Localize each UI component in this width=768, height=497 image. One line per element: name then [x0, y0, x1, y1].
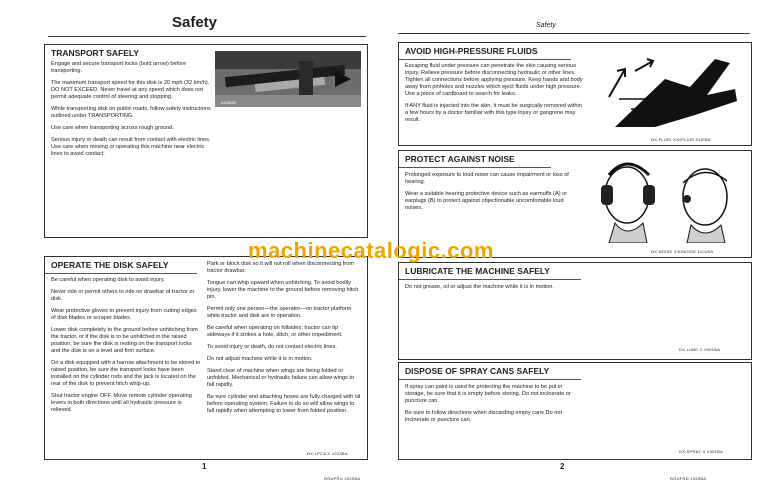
transport-lock-illustration [215, 51, 361, 107]
operate-col1-paragraph: Be careful when operating disk to avoid injury. [51, 277, 165, 283]
high-pressure-fluids-box [398, 42, 752, 146]
operate-col2-paragraph: Park or block disk so it will not roll when disconnecting from tractor drawbar. [207, 261, 355, 274]
operate-col2-paragraph: Permit only one person—the operator—on tractor platform while tractor and disk are in operation. [207, 306, 352, 319]
spray-p1: If spray can paint is used for protecting the machine to be put in storage, be sure that it is empty before storing. Do not incinerate or puncture can. [405, 384, 571, 404]
fluids-p1: Escaping fluid under pressure can penetrate the skin causing serious injury. Relieve pressure before disconnecting hydraulic or other lines. Tighten all connections before applying pressure. Keep hands and body away from pinholes and nozzles which eject fluids under high pressure. Use a piece of cardboard to search for leaks. [405, 63, 583, 97]
page-title: Safety [172, 14, 218, 31]
spray-p2: Be sure to follow directions when discarding empty cans Do not incinerate or puncture can. [405, 410, 563, 423]
title-rule [48, 36, 366, 37]
operate-code: DX,LPCA X 1023BA [307, 451, 348, 456]
operate-col1-paragraph: Wear protective gloves to prevent injury from cutting edges of disk blades or scraper blades. [51, 308, 197, 321]
operate-col2-paragraph: Stand clear of machine when wings are being folded or unfolded. Mechanical or hydraulic failure can allow wings to fall rapidly. [207, 368, 355, 388]
watermark: machinecatalogic.com [248, 238, 494, 263]
hearing-protection-illustration [587, 155, 747, 243]
operate-heading: OPERATE THE DISK SAFELY [45, 257, 197, 274]
spray-heading: DISPOSE OF SPRAY CANS SAFELY [399, 363, 581, 380]
transport-figure [215, 51, 361, 107]
operate-col1-paragraph: Never ride or permit others to ride on drawbar of tractor or disk. [51, 289, 195, 302]
fluids-body [399, 60, 589, 124]
transport-safely-box [44, 44, 368, 238]
operate-col1 [45, 277, 207, 419]
transport-p4: Use care when transporting across rough ground. [51, 125, 174, 131]
left-page-number: 1 [202, 462, 207, 471]
lubricate-p1: Do not grease, oil or adjust the machine while it is in motion. [405, 284, 554, 290]
transport-p1: Engage and secure transport locks (bold arrow) before transporting. [51, 61, 187, 74]
spray-code: DX,SPRAY X 0901BA [679, 449, 724, 454]
noise-heading: PROTECT AGAINST NOISE [399, 151, 551, 168]
transport-p5: Serious injury or death can result from contact with electric lines. Use care when moving or operating this machine near electric lines to avoid contact. [51, 137, 211, 157]
operate-col2 [201, 261, 367, 420]
operate-col2-paragraph: Be careful when operating on hillsides; tractor can tip sideways if it strikes a hole, ditch, or other impediment. [207, 325, 343, 338]
noise-p1: Prolonged exposure to loud noise can cause impairment or loss of hearing. [405, 172, 569, 185]
right-footer-code: RGUFRD 1020BA [670, 476, 707, 481]
fluids-code: DX,FLUID X/6/FLUID 010IBA [651, 137, 711, 142]
transport-p2: The maximum transport speed for this disk is 20 mph (32 km/h). DO NOT EXCEED. Never travel at any speed which does not permit adequate control of steering and stopping. [51, 80, 210, 100]
lubricate-machine-box [398, 262, 752, 360]
lubricate-heading: LUBRICATE THE MACHINE SAFELY [399, 263, 581, 280]
transport-body [45, 61, 217, 75]
spray-body [399, 380, 589, 424]
lubricate-code: DX,LUBE C 0901BA [679, 347, 721, 352]
right-page-number: 2 [560, 462, 565, 471]
fluids-p2: If ANY fluid is injected into the skin, it must be surgically removed within a few hours by a doctor familiar with this type injury or gangrene may result. [405, 103, 582, 123]
hand-injection-illustration [595, 49, 745, 133]
noise-p2: Wear a suitable hearing protective device such as earmuffs (A) or earplugs (B) to protect against objectionable uncomfortable loud noises. [405, 191, 568, 211]
operate-col2-paragraph: Be sure cylinder and attaching hoses are fully charged with oil before operating system. Failure to do so will allow wings to fall rapidly when attempting to lower from folded position. [207, 394, 361, 414]
spray-cans-box [398, 362, 752, 460]
operate-col1-paragraph: Lower disk completely to the ground before unhitching from the tractor, or if the disk is to be unhitched in the raised position, be sure the disk is resting on the transport locks and the disk is on a level and firm surface. [51, 327, 198, 354]
noise-body [399, 168, 583, 212]
left-footer-code: RGUFRU 1020BA [324, 476, 361, 481]
running-head: Safety [536, 22, 556, 29]
operate-col1-paragraph: Shut tractor engine OFF. Move remote cylinder operating levers in both directions until all hydraulic pressure is relieved. [51, 393, 192, 413]
transport-body-wide [45, 80, 217, 158]
noise-code: DX,NOISE X/6/NOISE 1101BA [651, 249, 714, 254]
operate-col2-paragraph: To avoid injury or death, do not contact electric lines. [207, 344, 337, 350]
fluids-heading: AVOID HIGH-PRESSURE FLUIDS [399, 43, 571, 60]
fluids-figure [595, 49, 745, 133]
transport-heading: TRANSPORT SAFELY [51, 48, 140, 58]
lubricate-body [399, 280, 751, 291]
transport-fig-code: A28580 [221, 100, 237, 105]
running-rule [398, 33, 750, 34]
operate-col2-paragraph: Do not adjust machine while it is in motion. [207, 356, 313, 362]
transport-p3: While transporting disk on public roads, follow safety instructions outlined under TRANSPORTING. [51, 106, 211, 119]
operate-col2-paragraph: Tongue can whip upward when unhitching. To avoid bodily injury, lower the machine to the ground before removing hitch pin. [207, 280, 359, 300]
operate-col1-paragraph: On a disk equipped with a harrow attachment to be stored in raised position, be sure the transport locks have been installed on the cylinder rods and the jack is located on the rear of the disk to prevent hitch whip-up. [51, 360, 201, 387]
operate-disk-box [44, 256, 368, 460]
noise-figure [587, 155, 747, 243]
